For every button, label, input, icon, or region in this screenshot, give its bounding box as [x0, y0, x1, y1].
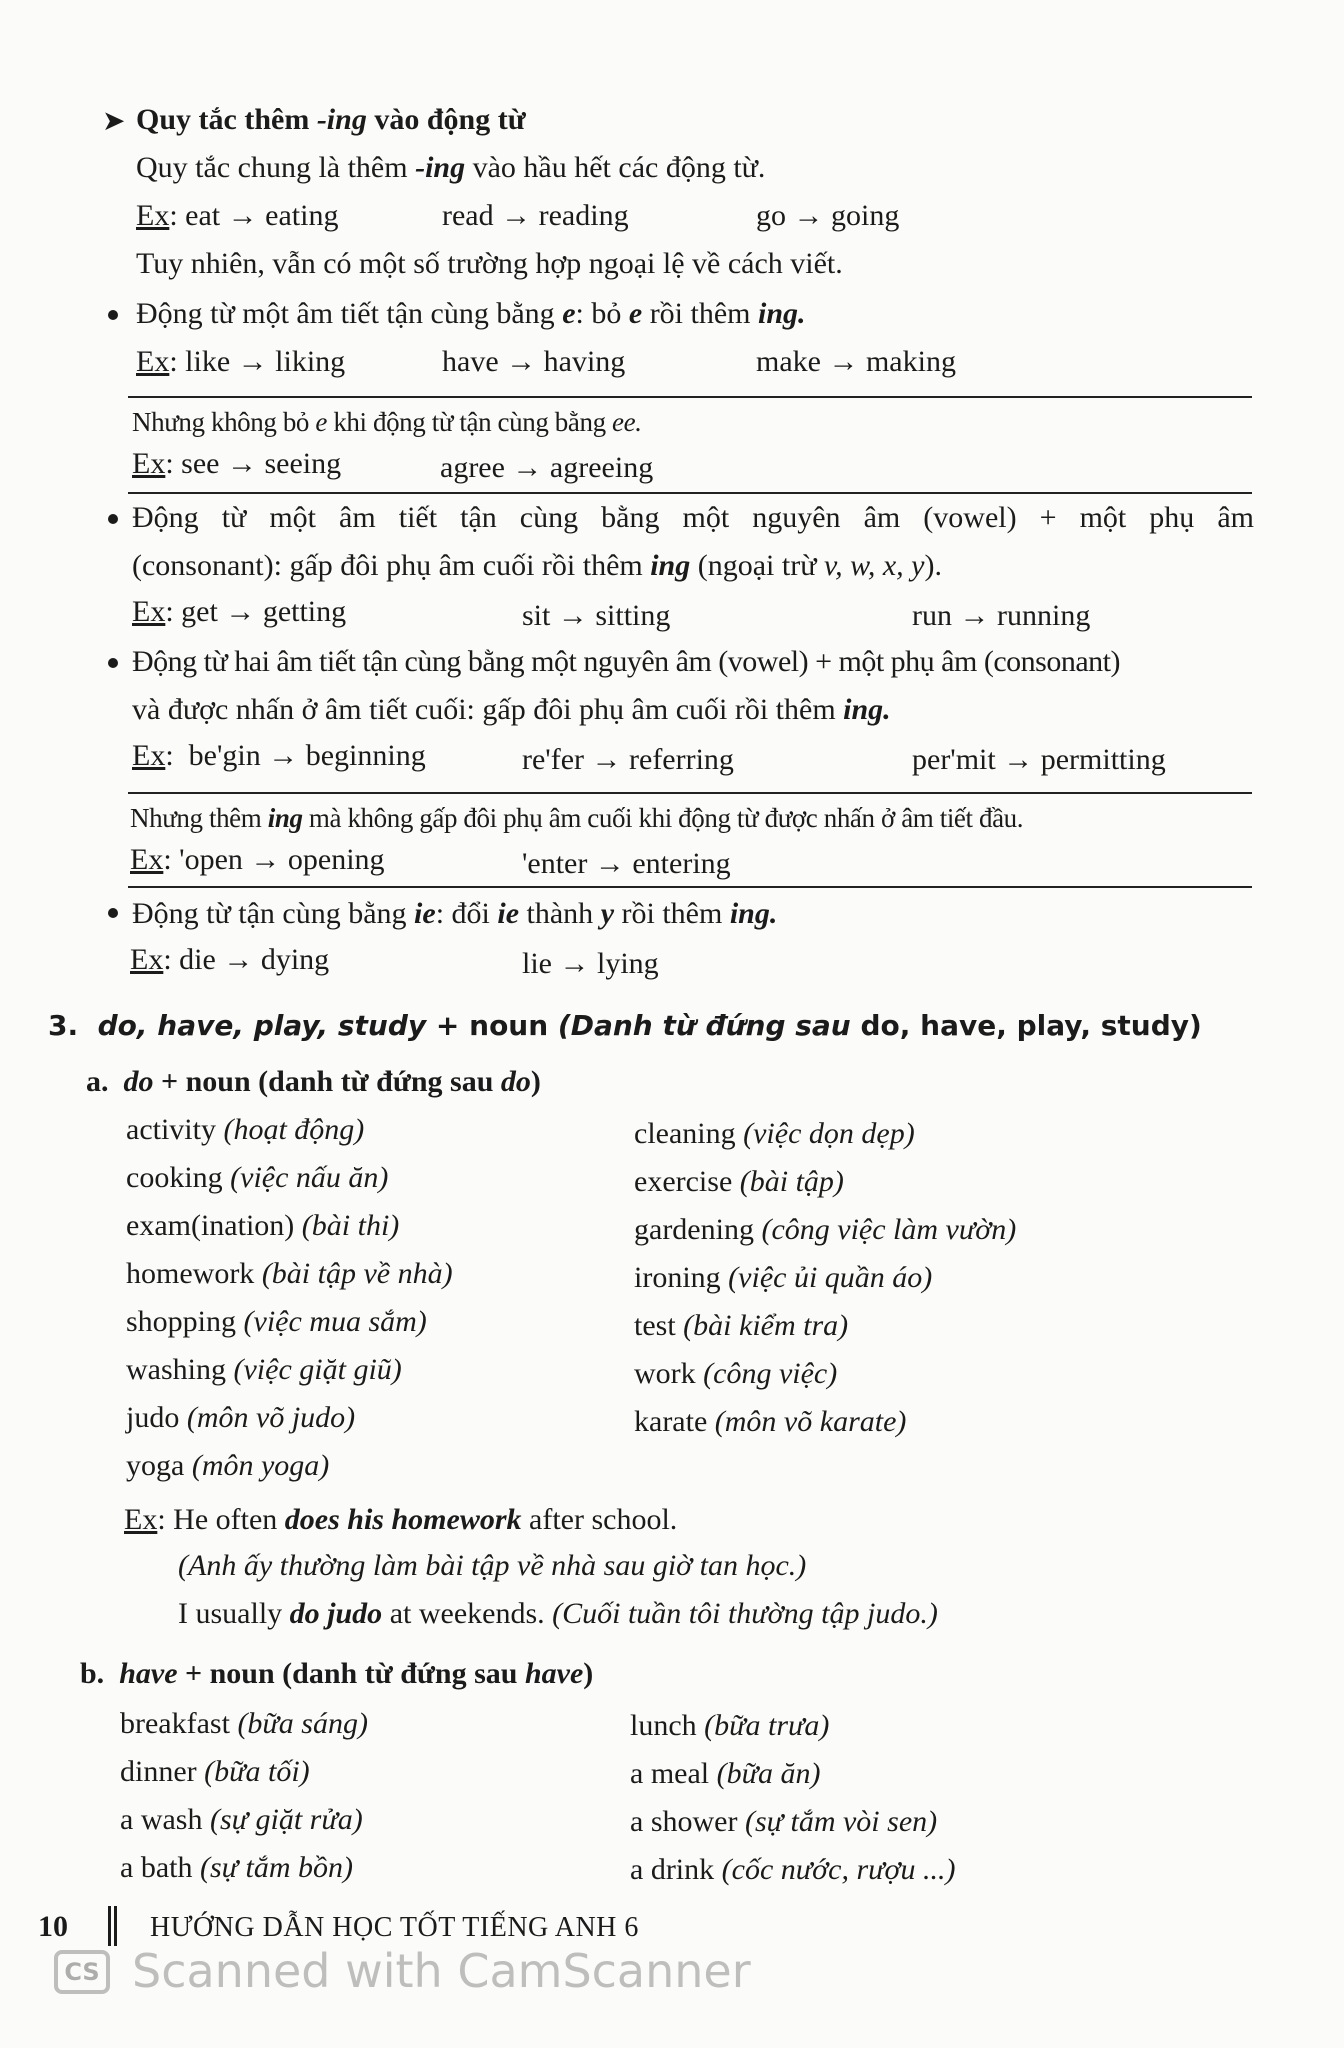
rule2-line1: Động từ một âm tiết tận cùng bằng một nguyên âm (vowel) + một phụ âm: [132, 501, 1254, 534]
vocab-item: work (công việc): [634, 1357, 838, 1390]
vocab-item: a wash (sự giặt rửa): [120, 1803, 363, 1836]
vocab-item: washing (việc giặt giũ): [126, 1353, 402, 1386]
example-item: make → making: [756, 345, 956, 378]
camscanner-logo-icon: CS: [54, 1950, 110, 1994]
vocab-item: gardening (công việc làm vườn): [634, 1213, 1017, 1246]
rule4-text: Động từ tận cùng bằng ie: đổi ie thành y rồi thêm ing.: [132, 897, 778, 930]
vocab-item: exercise (bài tập): [634, 1165, 844, 1198]
vocab-item: activity (hoạt động): [126, 1113, 365, 1146]
rule1-text: Động từ một âm tiết tận cùng bằng e: bỏ e rồi thêm ing.: [136, 297, 806, 330]
arrow-bullet-icon: ➤: [102, 106, 126, 137]
example-translation: (Anh ấy thường làm bài tập về nhà sau giờ tan học.): [178, 1549, 807, 1582]
example-item: have → having: [442, 345, 626, 378]
vocab-item: a shower (sự tắm vòi sen): [630, 1805, 938, 1838]
example-item: 'enter → entering: [522, 847, 731, 880]
vocab-item: yoga (môn yoga): [126, 1449, 330, 1482]
vocab-item: judo (môn võ judo): [126, 1401, 356, 1434]
example-item: re'fer → referring: [522, 743, 734, 776]
vocab-item: cooking (việc nấu ăn): [126, 1161, 389, 1194]
example-sentence: Ex: He often does his homework after school.: [124, 1503, 678, 1536]
vocab-item: test (bài kiểm tra): [634, 1309, 849, 1342]
box-top-rule: [128, 396, 1252, 398]
example-row: Ex: get → getting: [132, 595, 347, 628]
example-item: run → running: [912, 599, 1091, 632]
example-item: go → going: [756, 199, 900, 232]
sub-b-heading: b. have + noun (danh từ đứng sau have): [80, 1657, 594, 1690]
ing-rules-heading: Quy tắc thêm -ing vào động từ: [136, 103, 526, 136]
sub-a-heading: a. do + noun (danh từ đứng sau do): [86, 1065, 541, 1098]
box1-note: Nhưng không bỏ e khi động từ tận cùng bằng ee.: [132, 407, 642, 437]
exception-note: Tuy nhiên, vẫn có một số trường hợp ngoại lệ về cách viết.: [136, 247, 843, 280]
vocab-item: cleaning (việc dọn dẹp): [634, 1117, 915, 1150]
example-row: Ex: eat → eating: [136, 199, 339, 232]
page-number: 10: [38, 1910, 68, 1943]
rule3-line1: Động từ hai âm tiết tận cùng bằng một nguyên âm (vowel) + một phụ âm (consonant): [132, 645, 1120, 678]
bullet-icon: [108, 514, 118, 524]
box-bottom-rule: [128, 492, 1252, 494]
book-title: HƯỚNG DẪN HỌC TỐT TIẾNG ANH 6: [150, 1912, 639, 1943]
example-item: read → reading: [442, 199, 629, 232]
vocab-item: karate (môn võ karate): [634, 1405, 907, 1438]
vocab-item: homework (bài tập về nhà): [126, 1257, 453, 1290]
vocab-item: ironing (việc ủi quần áo): [634, 1261, 933, 1294]
vocab-item: shopping (việc mua sắm): [126, 1305, 427, 1338]
bullet-icon: [108, 310, 118, 320]
rule2-line2: (consonant): gấp đôi phụ âm cuối rồi thêm ing (ngoại trừ v, w, x, y).: [132, 549, 942, 582]
rule3-line2: và được nhấn ở âm tiết cuối: gấp đôi phụ âm cuối rồi thêm ing.: [132, 693, 891, 726]
example-row: Ex: 'open → opening: [130, 843, 385, 876]
vocab-item: dinner (bữa tối): [120, 1755, 310, 1788]
footer-divider: [114, 1906, 117, 1946]
example-sentence: I usually do judo at weekends. (Cuối tuần tôi thường tập judo.): [178, 1597, 938, 1630]
box2-note: Nhưng thêm ing mà không gấp đôi phụ âm cuối khi động từ được nhấn ở âm tiết đầu.: [130, 803, 1024, 833]
example-item: sit → sitting: [522, 599, 671, 632]
watermark-text: Scanned with CamScanner: [132, 1944, 751, 1998]
example-row: Ex: see → seeing: [132, 447, 342, 480]
general-rule: Quy tắc chung là thêm -ing vào hầu hết các động từ.: [136, 151, 766, 184]
vocab-item: breakfast (bữa sáng): [120, 1707, 368, 1740]
example-row: Ex: like → liking: [136, 345, 346, 378]
vocab-item: a drink (cốc nước, rượu ...): [630, 1853, 956, 1886]
example-item: lie → lying: [522, 947, 659, 980]
vocab-item: a meal (bữa ăn): [630, 1757, 821, 1790]
box-bottom-rule: [128, 886, 1252, 888]
example-row: Ex: die → dying: [130, 943, 330, 976]
vocab-item: a bath (sự tắm bồn): [120, 1851, 353, 1884]
footer-divider: [108, 1906, 111, 1946]
example-row: Ex: be'gin → beginning: [132, 739, 426, 772]
example-item: agree → agreeing: [440, 451, 654, 484]
vocab-item: lunch (bữa trưa): [630, 1709, 830, 1742]
example-item: per'mit → permitting: [912, 743, 1166, 776]
section-3-heading: 3. do, have, play, study + noun (Danh từ đứng sau do, have, play, study): [48, 1009, 1202, 1042]
bullet-icon: [108, 658, 118, 668]
vocab-item: exam(ination) (bài thi): [126, 1209, 400, 1242]
bullet-icon: [108, 908, 118, 918]
box-top-rule: [128, 792, 1252, 794]
